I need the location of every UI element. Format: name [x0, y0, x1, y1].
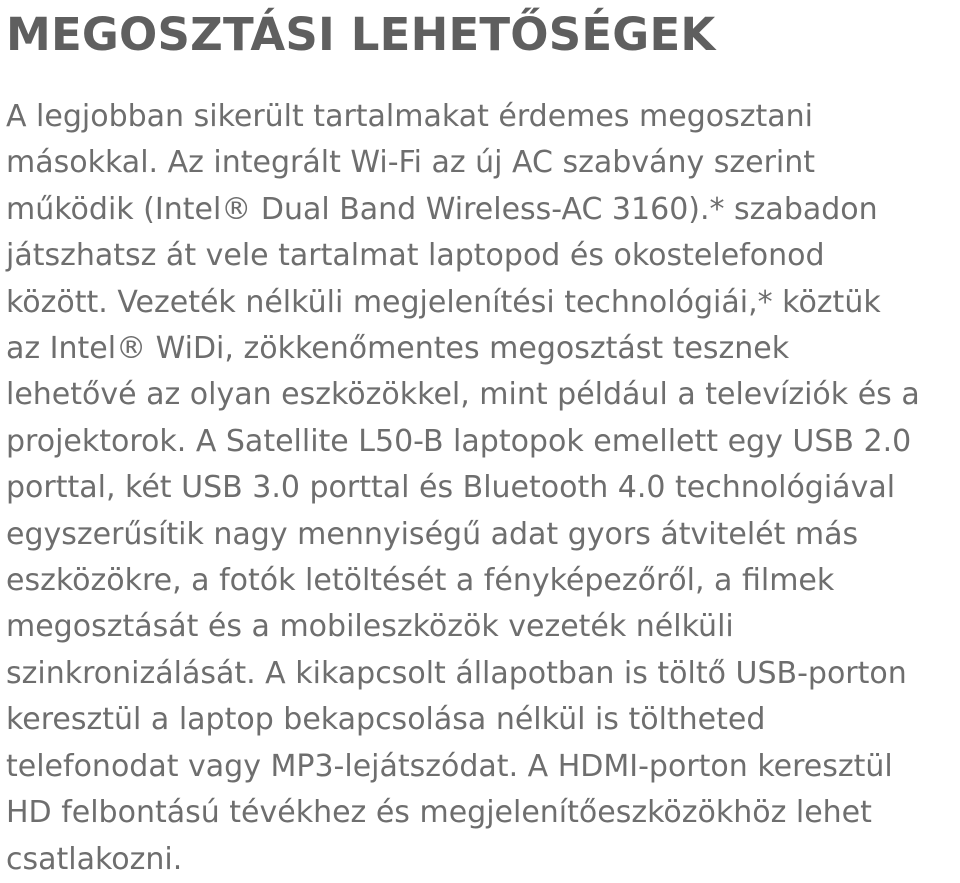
paragraph-line: között. Vezeték nélküli megjelenítési technológiái,* köztük [6, 284, 881, 320]
paragraph-line: szinkronizálását. A kikapcsolt állapotban is töltő USB-porton [6, 655, 907, 691]
paragraph-line: A legjobban sikerült tartalmakat érdemes megosztani [6, 99, 813, 134]
paragraph-line: eszközökre, a fotók letöltését a fényképezőről, a filmek [6, 563, 835, 599]
paragraph-line: projektorok. A Satellite L50-B laptopok emellett egy USB 2.0 [6, 423, 912, 459]
body-paragraph [6, 94, 960, 883]
paragraph-line: másokkal. Az integrált Wi-Fi az új AC szabvány szerint [6, 145, 816, 181]
paragraph-line: működik (Intel® Dual Band Wireless-AC 3160).* szabadon [6, 191, 878, 227]
paragraph-line: porttal, két USB 3.0 porttal és Bluetooth 4.0 technológiával [6, 470, 896, 506]
paragraph-line: lehetővé az olyan eszközökkel, mint például a televíziók és a [6, 377, 920, 413]
paragraph-line: megosztását és a mobileszközök vezeték nélküli [6, 609, 734, 645]
paragraph-line: HD felbontású tévékhez és megjelenítőeszközökhöz lehet [6, 795, 872, 831]
paragraph-line: telefonodat vagy MP3-lejátszódat. A HDMI-porton keresztül [6, 748, 893, 784]
page-title: MEGOSZTÁSI LEHETŐSÉGEK [6, 8, 716, 61]
paragraph-line: egyszerűsítik nagy mennyiségű adat gyors átvitelét más [6, 516, 859, 552]
paragraph-line: csatlakozni. [6, 841, 183, 877]
paragraph-line: az Intel® WiDi, zökkenőmentes megosztást tesznek [6, 331, 790, 367]
paragraph-line: játszhatsz át vele tartalmat laptopod és okostelefonod [6, 238, 825, 274]
document-page [6, 0, 960, 883]
paragraph-line: keresztül a laptop bekapcsolása nélkül is töltheted [6, 702, 766, 738]
